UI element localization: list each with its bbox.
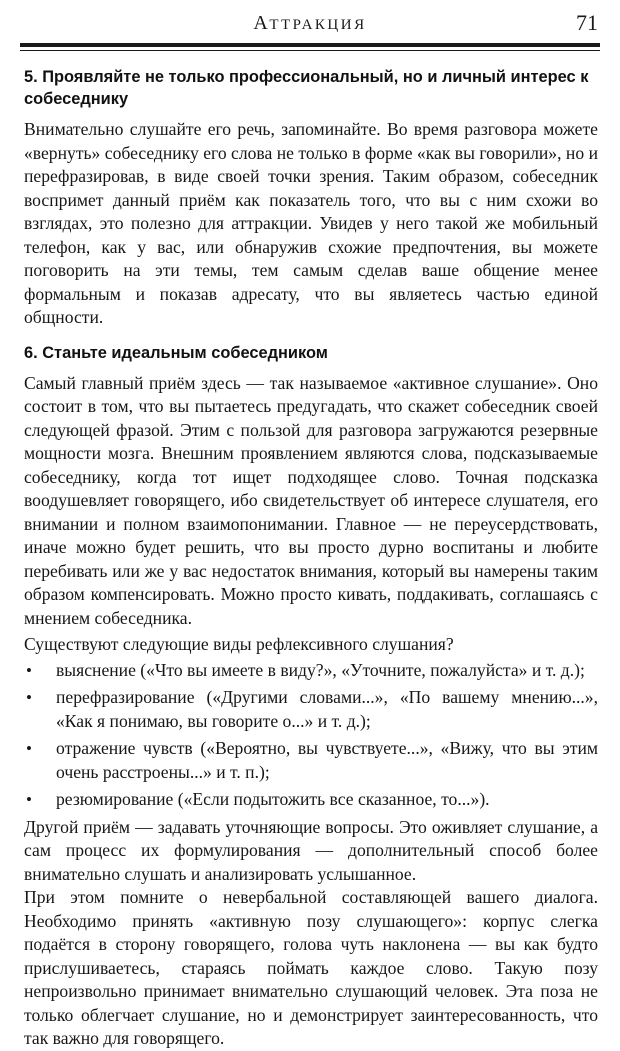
list-item-text: перефразирование («Другими словами...», «По вашему мнению...», «Как я понимаю, вы говорите о...» и т. д.); — [56, 687, 598, 731]
listening-posture-paragraph: При этом помните о невербальной составляющей вашего диалога. Необходимо принять «активную позу слушающего»: корпус слегка подаётся в сторону говорящего, голова чуть наклонена — вы как будто прислушиваетесь, стараясь поймать каждое слово. Такую позу непроизвольно принимает внимательно слушающий человек. Эта поза не только облегчает слушание, но и демонстрирует заинтересованность, что так важно для говорящего. — [24, 887, 598, 1048]
list-item — [24, 659, 598, 683]
header-rule-thin — [20, 50, 600, 51]
header-rule-thick — [20, 43, 600, 47]
page-header — [20, 10, 600, 40]
running-title-rest: ТТРАКЦИЯ — [269, 17, 367, 33]
section-5-paragraph: Внимательно слушайте его речь, запоминайте. Во время разговора можете «вернуть» собеседнику его слова не только в форме «как вы говорили», но и перефразировав, в виде своей точки зрения. Таким образом, собеседник воспримет данный приём как показатель того, что вы с ним схожи во взглядах, это полезно для аттракции. Увидев у него такой же мобильный телефон, как у вас, или обнаружив схожие предпочтения, вы можете поговорить на эти темы, тем самым сделав ваше общение менее формальным и показав адресату, что вы являетесь частью единой общности. — [24, 119, 598, 327]
bullet-marker: • — [26, 739, 32, 758]
list-item-text: выяснение («Что вы имеете в виду?», «Уточните, пожалуйста» и т. д.); — [56, 659, 585, 680]
running-title — [20, 12, 600, 35]
list-item — [24, 686, 598, 733]
running-title-initial: А — [253, 12, 270, 34]
section-6-heading: 6. Станьте идеальным собеседником — [24, 343, 328, 362]
page-content — [24, 66, 598, 1051]
page-number: 71 — [576, 10, 598, 35]
bullet-marker: • — [26, 688, 32, 707]
list-intro: Существуют следующие виды рефлексивного слушания? — [24, 634, 454, 654]
section-5-heading: 5. Проявляйте не только профессиональный, но и личный интерес к собеседнику — [24, 68, 589, 108]
list-item-text: отражение чувств («Вероятно, вы чувствуете...», «Вижу, что вы этим очень расстроены...» и т. п.); — [56, 738, 598, 782]
list-item — [24, 737, 598, 784]
bullet-marker: • — [26, 660, 32, 680]
clarifying-questions-paragraph: Другой приём — задавать уточняющие вопросы. Это оживляет слушание, а сам процесс их формулирования — дополнительный способ более внимательно слушать и анализировать услышанное. — [24, 816, 598, 884]
bullet-marker: • — [26, 790, 32, 809]
list-item-text: резюмирование («Если подытожить все сказанное, то...»). — [56, 789, 490, 809]
section-6-paragraph: Самый главный приём здесь — так называемое «активное слушание». Оно состоит в том, что вы пытаетесь предугадать, что скажет собеседник своей следующей фразой. Этим с пользой для разговора загружаются резервные мощности мозга. Внешним проявлением являются слова, подсказываемые собеседнику, когда тот ищет подходящее слово. Точная подсказка воодушевляет говорящего, ибо свидетельствует об интересе слушателя, его внимании и полном взаимопонимании. Главное — не переусердствовать, иначе можно будет решить, что вы просто дурно воспитаны и любите перебивать или же у вас недостаток внимания, который вы намерены таким образом компенсировать. Можно просто кивать, поддакивать, соглашаясь с мнением собеседника. — [24, 372, 598, 628]
list-item — [24, 788, 598, 812]
reflexive-listening-list — [24, 659, 598, 812]
